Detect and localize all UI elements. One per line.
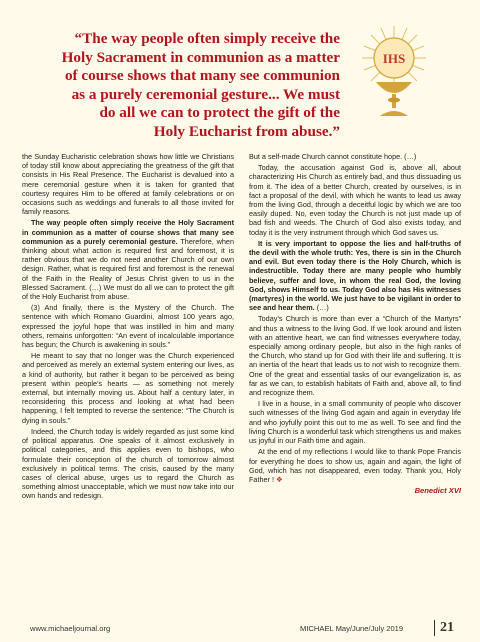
pull-quote-line: as a purely ceremonial gesture... We must bbox=[71, 85, 340, 103]
chalice-host-icon bbox=[352, 24, 436, 124]
paragraph: I live in a house, in a small community of people who discover such witnesses of the living God again and again in everyday life and who joyfully point this out to me as well. To see and find the living Church is a wonderful task which strengthens us and makes us joyful in our Faith time and again. bbox=[249, 399, 461, 446]
right-column bbox=[249, 152, 461, 495]
footer-issue: MICHAEL May/June/July 2019 bbox=[300, 624, 404, 633]
left-column bbox=[22, 152, 234, 503]
pull-quote-line: do all we can to protect the gift of the bbox=[99, 104, 340, 122]
paragraph: the Sunday Eucharistic celebration shows how little we Christians of today still know about appreciating the greatness of the gift that consists in His Real Presence. The Eucharist is devalued into a mere ceremonial gesture when it is taken for granted that courtesy requires Him to be offered at family celebrations or on occasions such as weddings and funerals to all those invited for family reasons. bbox=[22, 152, 234, 217]
paragraph: (3) And finally, there is the Mystery of the Church. The sentence with which Romano Guardini, almost 100 years ago, expressed the joyful hope that was instilled in him and many others, remains unforgotten: “An event of incalculable importance has begun; the Church is awakening in souls.” bbox=[22, 303, 234, 350]
author-signature: Benedict XVI bbox=[414, 486, 461, 496]
pull-quote bbox=[40, 30, 340, 142]
end-mark-icon: ❖ bbox=[276, 474, 283, 484]
footer-website: www.michaeljournal.org bbox=[30, 624, 111, 633]
paragraph: Indeed, the Church today is widely regarded as just some kind of political apparatus. One speaks of it almost exclusively in political categories, and this applies even to bishops, who formulate their conception of the church of tomorrow almost exclusively in political terms. The crisis, caused by the many cases of clerical abuse, urges us to regard the Church as something almost unacceptable, which we must now take into our own hands and redesign. bbox=[22, 426, 234, 501]
paragraph: But a self-made Church cannot constitute hope. (…) bbox=[249, 152, 417, 161]
pull-quote-line: of course shows that many see communion bbox=[64, 67, 340, 85]
paragraph: Today’s Church is more than ever a “Church of the Martyrs” and thus a witness to the living God. If we look around and listen with an attentive heart, we can find witnesses everywhere today, especially among ordinary people, but also in the high ranks of the Church, who stand up for God with their life and suffering. It is an inertia of the heart that leads us to not wish to recognize them. One of the great and essential tasks of our evangelization is, as far as we can, to establish habitats of Faith and, above all, to find and recognize them. bbox=[249, 314, 461, 398]
host-monogram: IHS bbox=[382, 51, 406, 66]
footer-divider bbox=[434, 620, 435, 636]
pull-quote-line: Holy Sacrament in communion as a matter bbox=[61, 48, 340, 66]
paragraph: At the end of my reflections I would like to thank Pope Francis for everything he does to show us, again and again, the light of God, which has not disappeared, even today. Thank you, Holy Father ! ❖ bbox=[249, 447, 461, 484]
pull-quote-line: “The way people often simply receive the bbox=[74, 30, 340, 47]
pull-quote-line: Holy Eucharist from abuse.” bbox=[153, 122, 340, 140]
page-number: 21 bbox=[440, 620, 454, 635]
paragraph: The way people often simply receive the Holy Sacrament in communion as a matter of course shows that many see communion as a purely ceremonial gesture. Therefore, when thinking about what action is required first and foremost, it is rather obvious that we do not need another Church of our own design. Rather, what is required first and foremost is the renewal of the Faith in the Reality of Jesus Christ given to us in the Blessed Sacrament. (…) We must do all we can to protect the gift of the Holy Eucharist from abuse. bbox=[22, 218, 234, 302]
paragraph: It is very important to oppose the lies and half-truths of the devil with the whole truth: Yes, there is sin in the Church and evil. But even today there is the Holy Church, which is indestructible. Today there are many people who humbly believe, suffer and love, in whom the real God, the loving God, shows Himself to us. Today God also has His witnesses (martyres) in the world. We just have to be vigilant in order to see and hear them. (…) bbox=[249, 238, 461, 313]
page-footer bbox=[0, 620, 480, 636]
paragraph: Today, the accusation against God is, above all, about characterizing His Church as entirely bad, and thus dissuading us from it. The idea of a better Church, created by ourselves, is in fact a proposal of the devil, with which he wants to lead us away from the living God, through a deceitful logic by which we are too easily duped. No, even today the Church is not just made up of bad fish and weeds. The Church of God also exists today, and today it is the very instrument through which God saves us. bbox=[249, 163, 461, 237]
paragraph: He meant to say that no longer was the Church experienced and perceived as merely an external system entering our lives, as a kind of authority, but rather it began to be perceived as being present within people’s hearts — as something not merely external, but internally moving us. About half a century later, in reconsidering this process and looking at what had been happening, I felt tempted to reverse the sentence: “The Church is dying in souls.” bbox=[22, 351, 234, 425]
